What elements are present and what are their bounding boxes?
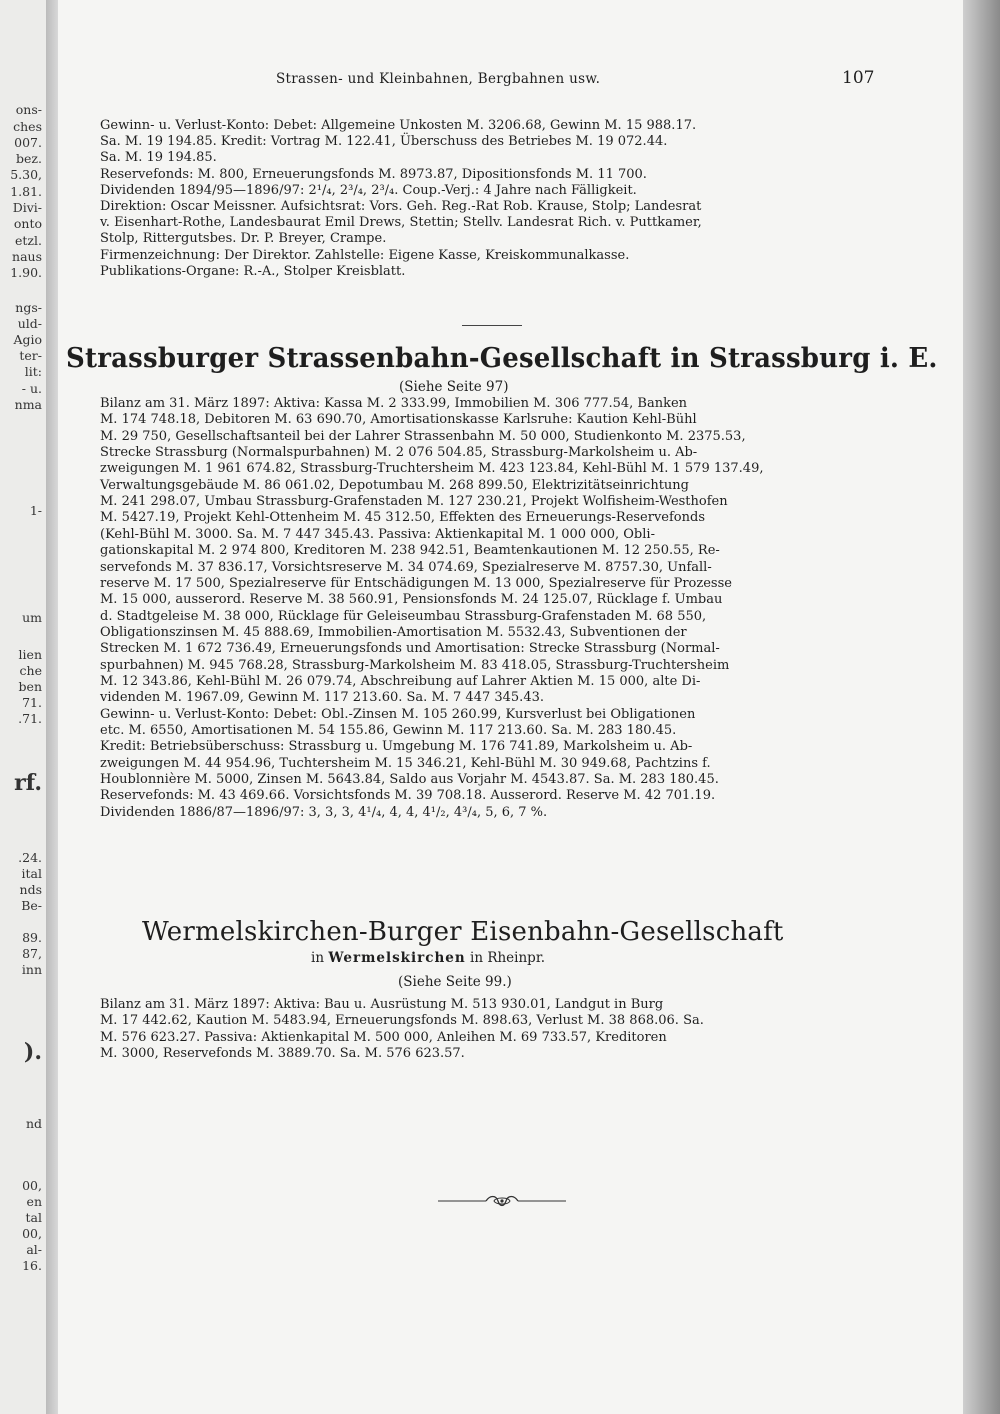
margin-fragment: - u. bbox=[21, 381, 42, 396]
text-line: Kredit: Betriebsüberschuss: Strassburg u. Umgebung M. 176 741.89, Markolsheim u. Ab- bbox=[100, 739, 693, 755]
margin-fragment: 16. bbox=[22, 1258, 42, 1273]
see-page-reference: (Siehe Seite 97) bbox=[399, 379, 509, 395]
text-line: Firmenzeichnung: Der Direktor. Zahlstelle: Eigene Kasse, Kreiskommunalkasse. bbox=[100, 248, 630, 263]
running-head: Strassen- und Kleinbahnen, Bergbahnen usw. bbox=[276, 71, 601, 87]
margin-fragment: tal bbox=[25, 1210, 42, 1225]
company-title: Strassburger Strassenbahn-Gesellschaft in Strassburg i. E. bbox=[66, 343, 938, 374]
margin-fragment: ngs- bbox=[15, 300, 42, 315]
margin-fragment: 1- bbox=[29, 503, 42, 518]
margin-fragment: nma bbox=[14, 397, 42, 412]
text-line: Reservefonds: M. 43 469.66. Vorsichtsfonds M. 39 708.18. Ausserord. Reserve M. 42 701.19. bbox=[100, 788, 716, 804]
location-suffix: in Rheinpr. bbox=[470, 950, 546, 966]
page-edge-shadow bbox=[963, 0, 1000, 1414]
margin-fragment: 00, bbox=[22, 1178, 42, 1193]
margin-fragment: 1.90. bbox=[10, 265, 42, 280]
text-line: Bilanz am 31. März 1897: Aktiva: Bau u. Ausrüstung M. 513 930.01, Landgut in Burg bbox=[100, 997, 664, 1012]
text-line: Reservefonds: M. 800, Erneuerungsfonds M. 8973.87, Dipositionsfonds M. 11 700. bbox=[100, 167, 647, 182]
margin-fragment: ches bbox=[13, 119, 42, 134]
text-line: M. 241 298.07, Umbau Strassburg-Grafenstaden M. 127 230.21, Projekt Wolfisheim-Westhofen bbox=[100, 494, 728, 510]
text-line: Sa. M. 19 194.85. bbox=[100, 150, 217, 165]
margin-fragment: lien bbox=[18, 647, 42, 662]
margin-fragment: che bbox=[19, 663, 42, 678]
margin-fragment: .24. bbox=[18, 850, 42, 865]
page-number: 107 bbox=[842, 68, 875, 88]
company-title: Wermelskirchen-Burger Eisenbahn-Gesellschaft bbox=[142, 917, 784, 947]
margin-fragment: rf. bbox=[14, 770, 42, 796]
margin-fragment: lit: bbox=[24, 364, 42, 379]
margin-fragment: uld- bbox=[17, 316, 42, 331]
margin-fragment: Agio bbox=[13, 332, 42, 347]
margin-fragment: .71. bbox=[18, 711, 42, 726]
margin-fragment: ter- bbox=[19, 348, 42, 363]
margin-fragment: 007. bbox=[14, 135, 42, 150]
text-line: Bilanz am 31. März 1897: Aktiva: Kassa M. 2 333.99, Immobilien M. 306 777.54, Banken bbox=[100, 396, 688, 411]
margin-fragment: ). bbox=[23, 1039, 42, 1065]
margin-fragment: naus bbox=[12, 249, 42, 264]
margin-fragment: onto bbox=[13, 216, 42, 231]
text-line: gationskapital M. 2 974 800, Kreditoren M. 238 942.51, Beamtenkautionen M. 12 250.55, Re- bbox=[100, 543, 720, 559]
text-line: servefonds M. 37 836.17, Vorsichtsreserve M. 34 074.69, Spezialreserve M. 8757.30, Unfall- bbox=[100, 559, 712, 575]
margin-fragment: Be- bbox=[21, 898, 42, 913]
text-line: M. 12 343.86, Kehl-Bühl M. 26 079.74, Abschreibung auf Lahrer Aktien M. 15 000, alte Di- bbox=[100, 673, 701, 689]
margin-fragment: inn bbox=[21, 962, 42, 977]
text-line: Gewinn- u. Verlust-Konto: Debet: Allgemeine Unkosten M. 3206.68, Gewinn M. 15 988.17. bbox=[100, 118, 697, 133]
text-line: Direktion: Oscar Meissner. Aufsichtsrat: Vors. Geh. Reg.-Rat Rob. Krause, Stolp; Landesrat bbox=[100, 199, 702, 214]
margin-fragment: etzl. bbox=[15, 233, 42, 248]
text-line: M. 17 442.62, Kaution M. 5483.94, Erneuerungsfonds M. 898.63, Verlust M. 38 868.06. Sa. bbox=[100, 1013, 704, 1029]
page-content bbox=[58, 0, 963, 1414]
location-city: Wermelskirchen bbox=[328, 950, 466, 966]
text-line: Gewinn- u. Verlust-Konto: Debet: Obl.-Zinsen M. 105 260.99, Kursverlust bei Obligationen bbox=[100, 706, 696, 722]
text-line: spurbahnen) M. 945 768.28, Strassburg-Markolsheim M. 83 418.05, Strassburg-Truchtersheim bbox=[100, 657, 730, 673]
margin-fragment: Divi- bbox=[12, 200, 42, 215]
text-line: M. 576 623.27. Passiva: Aktienkapital M. 500 000, Anleihen M. 69 733.57, Kreditoren bbox=[100, 1029, 667, 1045]
document-page bbox=[58, 0, 963, 1414]
ornament-divider-icon bbox=[438, 1194, 566, 1208]
margin-fragment: bez. bbox=[16, 151, 42, 166]
text-line: videnden M. 1967.09, Gewinn M. 117 213.60. Sa. M. 7 447 345.43. bbox=[100, 690, 544, 706]
margin-fragment: 1.81. bbox=[10, 184, 42, 199]
text-line: M. 174 748.18, Debitoren M. 63 690.70, Amortisationskasse Karlsruhe: Kaution Kehl-Bühl bbox=[100, 412, 697, 428]
margin-fragment: um bbox=[22, 610, 42, 625]
text-line: etc. M. 6550, Amortisationen M. 54 155.86, Gewinn M. 117 213.60. Sa. M. 283 180.45. bbox=[100, 723, 677, 738]
margin-fragment: 71. bbox=[22, 695, 42, 710]
previous-page-margin bbox=[0, 0, 46, 1414]
book-gutter bbox=[46, 0, 58, 1414]
margin-fragment: al- bbox=[26, 1242, 42, 1257]
text-line: M. 3000, Reservefonds M. 3889.70. Sa. M. 576 623.57. bbox=[100, 1045, 465, 1061]
text-line: M. 15 000, ausserord. Reserve M. 38 560.91, Pensionsfonds M. 24 125.07, Rücklage f. Umbau bbox=[100, 592, 723, 608]
margin-fragment: 89. bbox=[22, 930, 42, 945]
margin-fragment: 5.30, bbox=[10, 167, 42, 182]
text-line: Strecke Strassburg (Normalspurbahnen) M. 2 076 504.85, Strassburg-Markolsheim u. Ab- bbox=[100, 445, 698, 461]
text-line: Dividenden 1886/87—1896/97: 3, 3, 3, 4¹/₄, 4, 4, 4¹/₂, 4³/₄, 5, 6, 7 %. bbox=[100, 804, 548, 820]
margin-fragment: ital bbox=[21, 866, 42, 881]
margin-fragment: 87, bbox=[22, 946, 42, 961]
text-line: M. 5427.19, Projekt Kehl-Ottenheim M. 45 312.50, Effekten des Erneuerungs-Reservefonds bbox=[100, 510, 706, 526]
text-line: (Kehl-Bühl M. 3000. Sa. M. 7 447 345.43. Passiva: Aktienkapital M. 1 000 000, Obli- bbox=[100, 526, 655, 542]
margin-fragment: ons- bbox=[15, 102, 42, 117]
margin-fragment: 00, bbox=[22, 1226, 42, 1241]
company-location bbox=[311, 950, 545, 966]
text-line: zweigungen M. 44 954.96, Tuchtersheim M. 15 346.21, Kehl-Bühl M. 30 949.68, Pachtzins f. bbox=[100, 755, 711, 771]
text-line: Strecken M. 1 672 736.49, Erneuerungsfonds und Amortisation: Strecke Strassburg (Normal- bbox=[100, 641, 720, 657]
see-page-reference: (Siehe Seite 99.) bbox=[398, 974, 512, 990]
text-line: d. Stadtgeleise M. 38 000, Rücklage für Geleiseumbau Strassburg-Grafenstaden M. 68 550, bbox=[100, 608, 707, 624]
section-divider bbox=[462, 325, 522, 326]
text-line: v. Eisenhart-Rothe, Landesbaurat Emil Drews, Stettin; Stellv. Landesrat Rich. v. Puttkamer, bbox=[100, 215, 702, 230]
text-line: Verwaltungsgebäude M. 86 061.02, Depotumbau M. 268 899.50, Elektrizitätseinrichtung bbox=[100, 477, 689, 493]
text-line: Houblonnière M. 5000, Zinsen M. 5643.84, Saldo aus Vorjahr M. 4543.87. Sa. M. 283 180.45. bbox=[100, 772, 719, 788]
margin-fragment: en bbox=[26, 1194, 42, 1209]
text-line: Sa. M. 19 194.85. Kredit: Vortrag M. 122.41, Überschuss des Betriebes M. 19 072.44. bbox=[100, 134, 668, 149]
margin-fragment: ben bbox=[18, 679, 42, 694]
margin-fragment: nds bbox=[19, 882, 42, 897]
text-line: zweigungen M. 1 961 674.82, Strassburg-Truchtersheim M. 423 123.84, Kehl-Bühl M. 1 579 137.49, bbox=[100, 461, 764, 477]
text-line: M. 29 750, Gesellschaftsanteil bei der Lahrer Strassenbahn M. 50 000, Studienkonto M. 2375.53, bbox=[100, 428, 746, 444]
margin-fragment: nd bbox=[25, 1116, 42, 1131]
text-line: Dividenden 1894/95—1896/97: 2¹/₄, 2³/₄, 2³/₄. Coup.-Verj.: 4 Jahre nach Fälligkeit. bbox=[100, 183, 637, 198]
text-line: reserve M. 17 500, Spezialreserve für Entschädigungen M. 13 000, Spezialreserve für Prozesse bbox=[100, 575, 732, 591]
location-prefix: in bbox=[311, 950, 325, 966]
text-line: Publikations-Organe: R.-A., Stolper Kreisblatt. bbox=[100, 264, 406, 279]
text-line: Stolp, Rittergutsbes. Dr. P. Breyer, Crampe. bbox=[100, 231, 387, 246]
text-line: Obligationszinsen M. 45 888.69, Immobilien-Amortisation M. 5532.43, Subventionen der bbox=[100, 624, 687, 640]
